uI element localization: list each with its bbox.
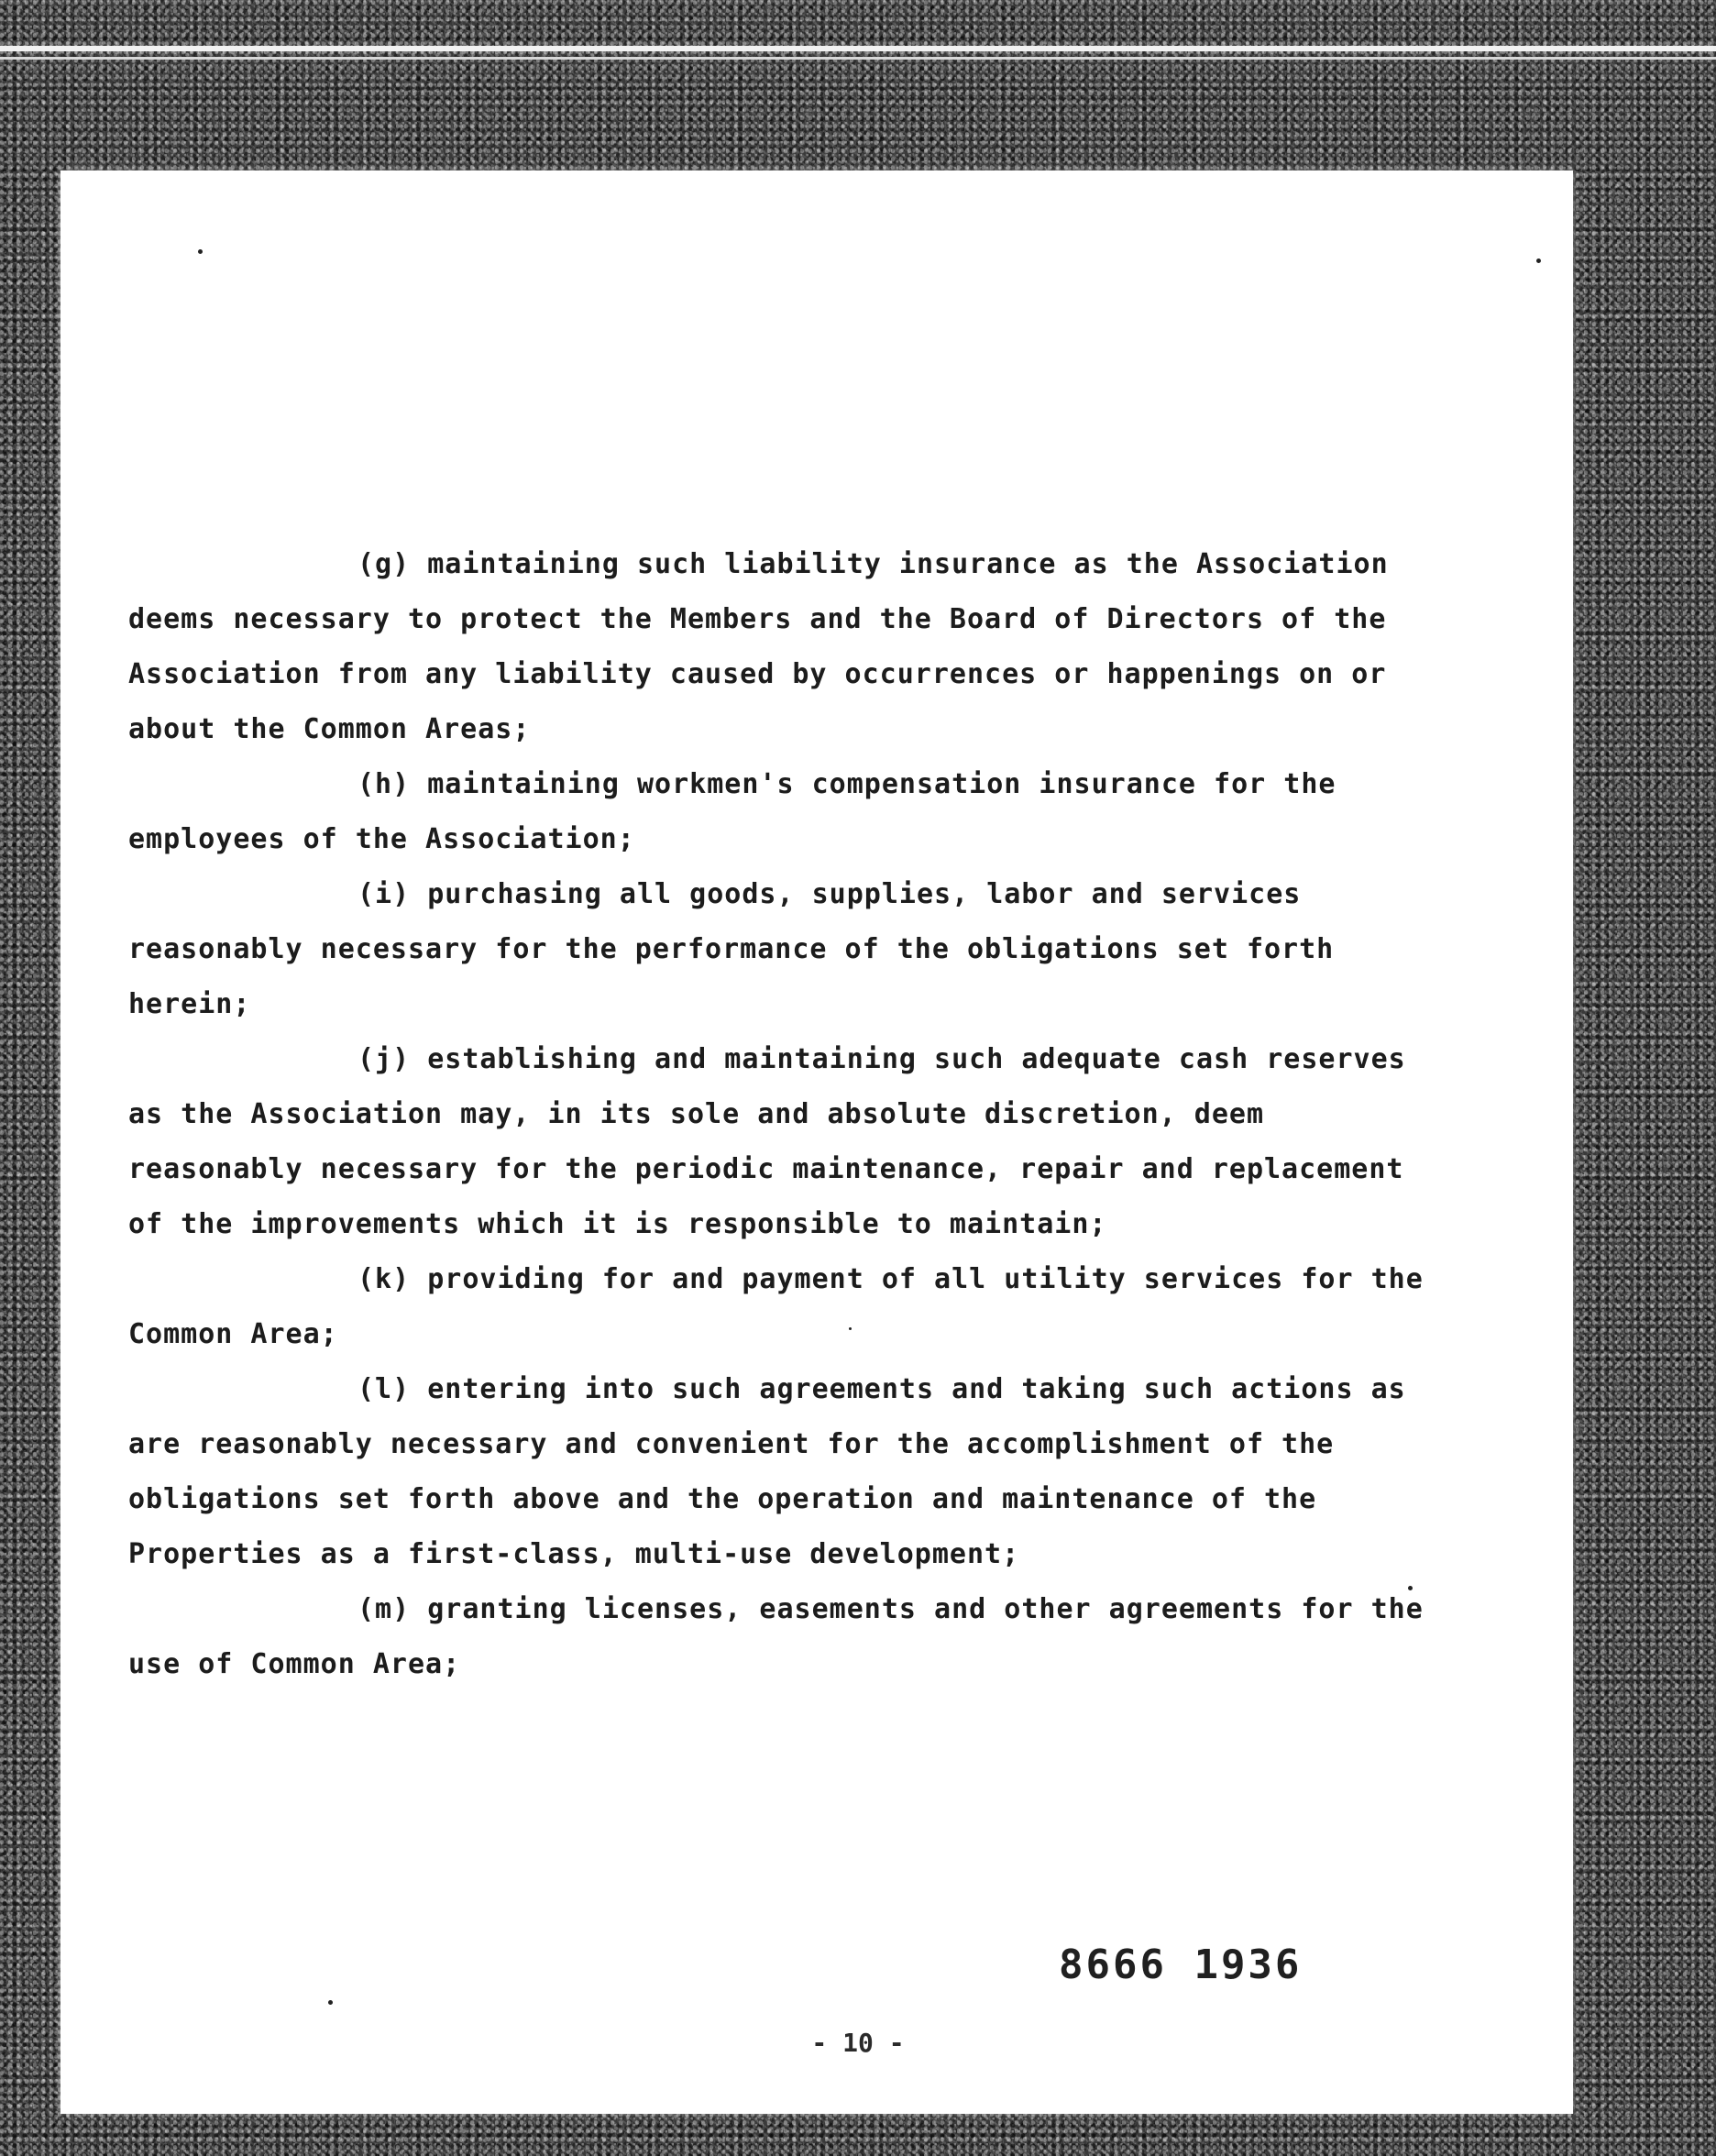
top-border-rule xyxy=(0,46,1716,51)
page-number: - 10 - xyxy=(811,2028,905,2058)
scan-speck xyxy=(328,2000,333,2005)
clause-i: (i) purchasing all goods, supplies, labor and services reasonably necessary for the performance of the obligations set forth herein; xyxy=(128,878,1335,1020)
clause-l: (l) entering into such agreements and taking such actions as are reasonably necessary and convenient for the accomplishment of the obligations set forth above and the operation and maintenance of the Properties as a first-class, multi-use development; xyxy=(128,1373,1406,1570)
document-body xyxy=(128,537,1430,1692)
clause-j: (j) establishing and maintaining such adequate cash reserves as the Association may, in its sole and absolute discretion, deem reasonably necessary for the periodic maintenance, repair and replacement of the improvements which it is responsible to maintain; xyxy=(128,1043,1406,1240)
clause-g: (g) maintaining such liability insurance as the Association deems necessary to protect the Members and the Board of Directors of the Association from any liability caused by occurrences or happenings on or about the Common Areas; xyxy=(128,548,1389,745)
record-book-page-number: 8666 1936 xyxy=(1059,1942,1303,1988)
clause-k: (k) providing for and payment of all utility services for the Common Area; xyxy=(128,1263,1424,1350)
clause-m: (m) granting licenses, easements and other agreements for the use of Common Area; xyxy=(128,1593,1424,1680)
scan-speck xyxy=(198,249,203,254)
scan-speck xyxy=(1536,258,1541,263)
clause-h: (h) maintaining workmen's compensation insurance for the employees of the Association; xyxy=(128,768,1336,855)
top-border-rule-thin xyxy=(0,57,1716,60)
